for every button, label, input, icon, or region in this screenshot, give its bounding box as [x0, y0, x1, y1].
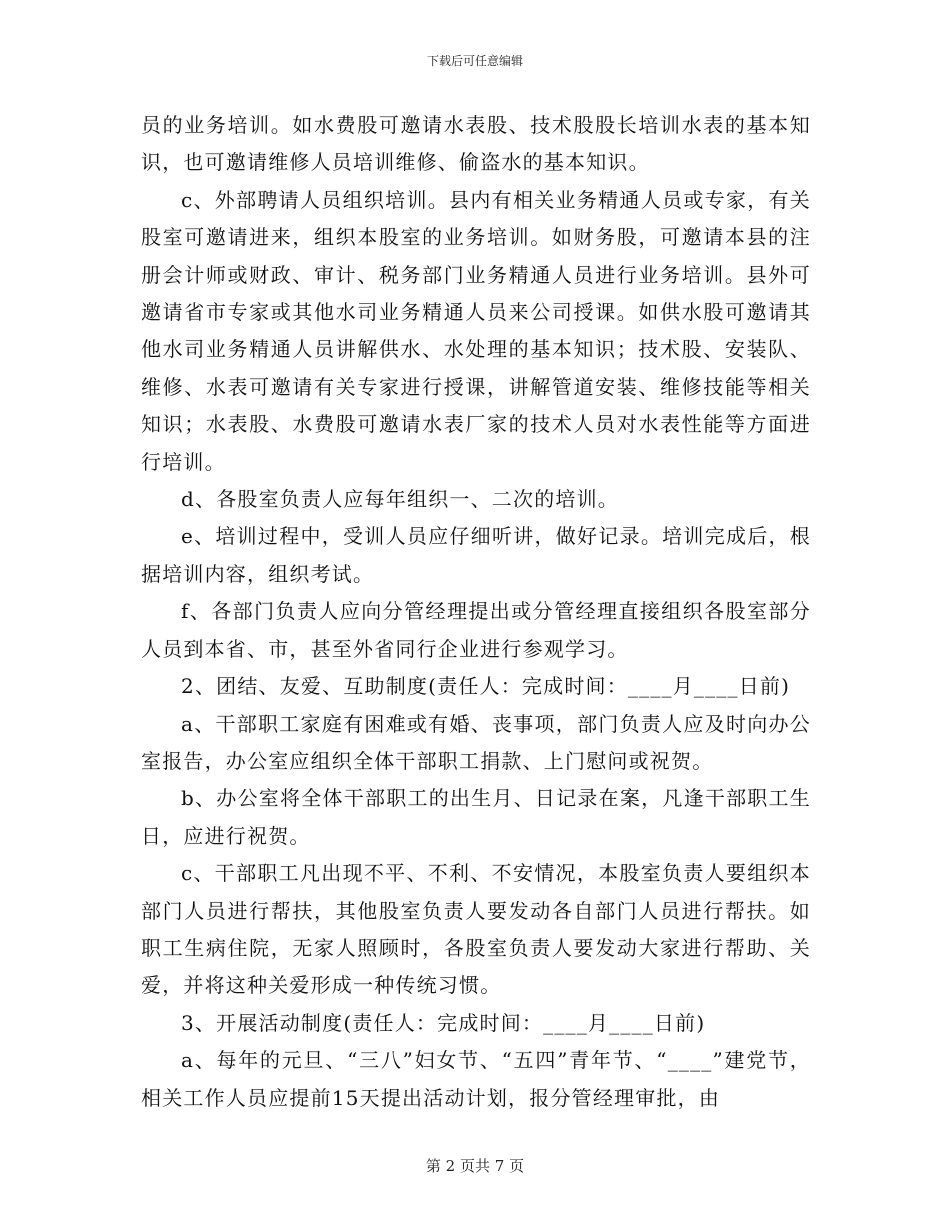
page-footer: 第 2 页共 7 页 — [425, 1157, 525, 1175]
paragraph: a、每年的元旦、“三八”妇女节、“五四”青年节、“____”建党节，相关工作人员应提前15天提出活动计划，报分管经理审批，由 — [141, 1048, 811, 1110]
paragraph: 员的业务培训。如水费股可邀请水表股、技术股股长培训水表的基本知识，也可邀请维修人员培训维修、偷盗水的基本知识。 — [141, 113, 811, 175]
document-body — [141, 107, 811, 1117]
section-heading: 2、团结、友爱、互助制度(责任人：完成时间：____月____日前) — [181, 674, 791, 699]
page-header: 下载后可任意编辑 — [426, 54, 523, 68]
paragraph: b、办公室将全体干部职工的出生月、日记录在案，凡逢干部职工生日，应进行祝贺。 — [141, 786, 811, 848]
paragraph: c、干部职工凡出现不平、不利、不安情况，本股室负责人要组织本部门人员进行帮扶，其他股室负责人要发动各自部门人员进行帮扶。如职工生病住院，无家人照顾时，各股室负责人要发动大家进行帮助、关爱，并将这种关爱形成一种传统习惯。 — [141, 861, 811, 998]
paragraph: e、培训过程中，受训人员应仔细听讲，做好记录。培训完成后，根据培训内容，组织考试。 — [141, 524, 811, 586]
section-heading: 3、开展活动制度(责任人：完成时间：____月____日前) — [181, 1010, 706, 1035]
paragraph: d、各股室负责人应每年组织一、二次的培训。 — [181, 487, 620, 512]
paragraph: c、外部聘请人员组织培训。县内有相关业务精通人员或专家，有关股室可邀请进来，组织本股室的业务培训。如财务股，可邀请本县的注册会计师或财政、审计、税务部门业务精通人员进行业务培训。县外可邀请省市专家或其他水司业务精通人员来公司授课。如供水股可邀请其他水司业务精通人员讲解供水、水处理的基本知识；技术股、安装队、维修、水表可邀请有关专家进行授课，讲解管道安装、维修技能等相关知识；水表股、水费股可邀请水表厂家的技术人员对水表性能等方面进行培训。 — [141, 187, 811, 474]
paragraph: a、干部职工家庭有困难或有婚、丧事项，部门负责人应及时向办公室报告，办公室应组织全体干部职工捐款、上门慰问或祝贺。 — [141, 711, 811, 773]
paragraph: f、各部门负责人应向分管经理提出或分管经理直接组织各股室部分人员到本省、市，甚至外省同行企业进行参观学习。 — [141, 599, 811, 661]
